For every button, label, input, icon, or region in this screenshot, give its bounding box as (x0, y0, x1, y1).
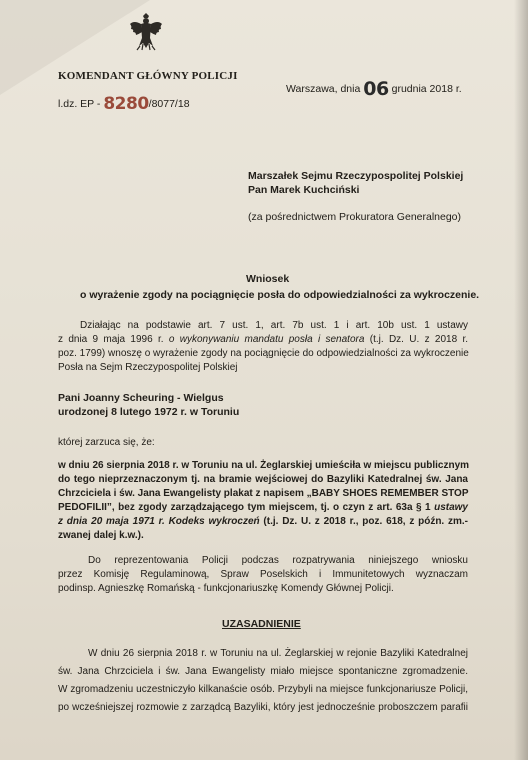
institution-name: KOMENDANT GŁÓWNY POLICJI (58, 70, 238, 82)
charge-line-5-ref: (t.j. Dz. U. z 2018 r., poz. 618, z późn. zm.- (259, 516, 469, 527)
charge-line-4 (58, 501, 468, 515)
charge-line-2: do tego nieprzeznaczonym tj. na bramie wejściowej do Bazyliki Katedralnej św. Jana (58, 474, 468, 485)
charge-lead: której zarzuca się, że: (58, 437, 155, 448)
date-day-handwritten: 06 (363, 78, 389, 100)
reference-handwritten: 8280 (103, 94, 149, 114)
justification-line-1: W dniu 26 sierpnia 2018 r. w Toruniu na ul. Żeglarskiej w rejonie Bazyliki Katedralnej (88, 648, 468, 659)
reference-suffix: /8077/18 (148, 98, 190, 110)
page-edge-shadow (514, 0, 528, 760)
representation-line-1: Do reprezentowania Policji podczas rozpatrywania niniejszego wniosku (88, 555, 468, 566)
polish-eagle-icon (128, 12, 164, 52)
reference-prefix: l.dz. EP - (58, 98, 104, 110)
intro-line-3: poz. 1799) wnoszę o wyrażenie zgody na pociągnięcie do odpowiedzialności za wykroczenie (58, 348, 469, 359)
justification-heading: UZASADNIENIE (222, 618, 301, 630)
reference-number (58, 92, 190, 112)
intro-line-2-ref: (t.j. Dz. U. z 2018 r. (364, 334, 469, 345)
charge-line-3: Chrzciciela i św. Jana Ewangelisty plakat z napisem „BABY SHOES REMEMBER STOP (58, 488, 469, 499)
addressee-line-3: (za pośrednictwem Prokuratora Generalnego) (248, 211, 462, 223)
intro-act-title: o wykonywaniu mandatu posła i senatora (168, 334, 365, 345)
intro-line-2 (58, 333, 468, 347)
document-date (286, 75, 462, 100)
representation-line-2: przez Komisję Regulaminową, Spraw Poselskich i Immunitetowych wyznaczam (58, 569, 468, 580)
intro-line-4: Posła na Sejm Rzeczypospolitej Polskiej (58, 362, 238, 373)
justification-line-4: po wcześniejszej rozmowie z zarządcą Bazyliki, który jest jednocześnie proboszczem parafii (58, 702, 468, 713)
charge-line-6: zwanej dalej k.w.). (58, 530, 144, 541)
addressee-line-2: Pan Marek Kuchciński (248, 184, 360, 196)
subject-name: Pani Joanny Scheuring - Wielgus (58, 392, 224, 404)
representation-line-3: podinsp. Agnieszkę Romańską - funkcjonariuszkę Komendy Głównej Policji. (58, 583, 394, 594)
charge-line-4-italic: ustawy (434, 502, 468, 513)
intro-line-1: Działając na podstawie art. 7 ust. 1, art. 7b ust. 1 i art. 10b ust. 1 ustawy (80, 320, 468, 331)
addressee-line-1: Marszałek Sejmu Rzeczypospolitej Polskiej (248, 170, 464, 182)
justification-line-3: W zgromadzeniu uczestniczyło kilkanaście osób. Przybyli na miejsce funkcjonariusze Policji, (58, 684, 468, 695)
justification-line-2: św. Jana Chrzciciela i św. Jana Ewangelisty miało miejsce spontaniczne zgromadzenie. (58, 666, 468, 677)
charge-act-title: z dnia 20 maja 1971 r. Kodeks wykroczeń (58, 516, 260, 527)
subject-birth: urodzonej 8 lutego 1972 r. w Toruniu (58, 406, 240, 418)
date-prefix: Warszawa, dnia (286, 83, 364, 95)
charge-line-5 (58, 515, 468, 529)
charge-line-1: w dniu 26 sierpnia 2018 r. w Toruniu na ul. Żeglarskiej umieściła w miejscu publicznym (58, 460, 470, 471)
motion-subtitle: o wyrażenie zgody na pociągnięcie posła do odpowiedzialności za wykroczenie. (80, 289, 480, 301)
motion-title: Wniosek (246, 273, 290, 285)
charge-line-4-text: PEDOFILII”, bez zgody zarządzającego tym miejscem, tj. o czyn z art. 63a § 1 (58, 502, 435, 513)
date-suffix: grudnia 2018 r. (391, 83, 462, 95)
intro-line-2-text: z dnia 9 maja 1996 r. (58, 334, 169, 345)
